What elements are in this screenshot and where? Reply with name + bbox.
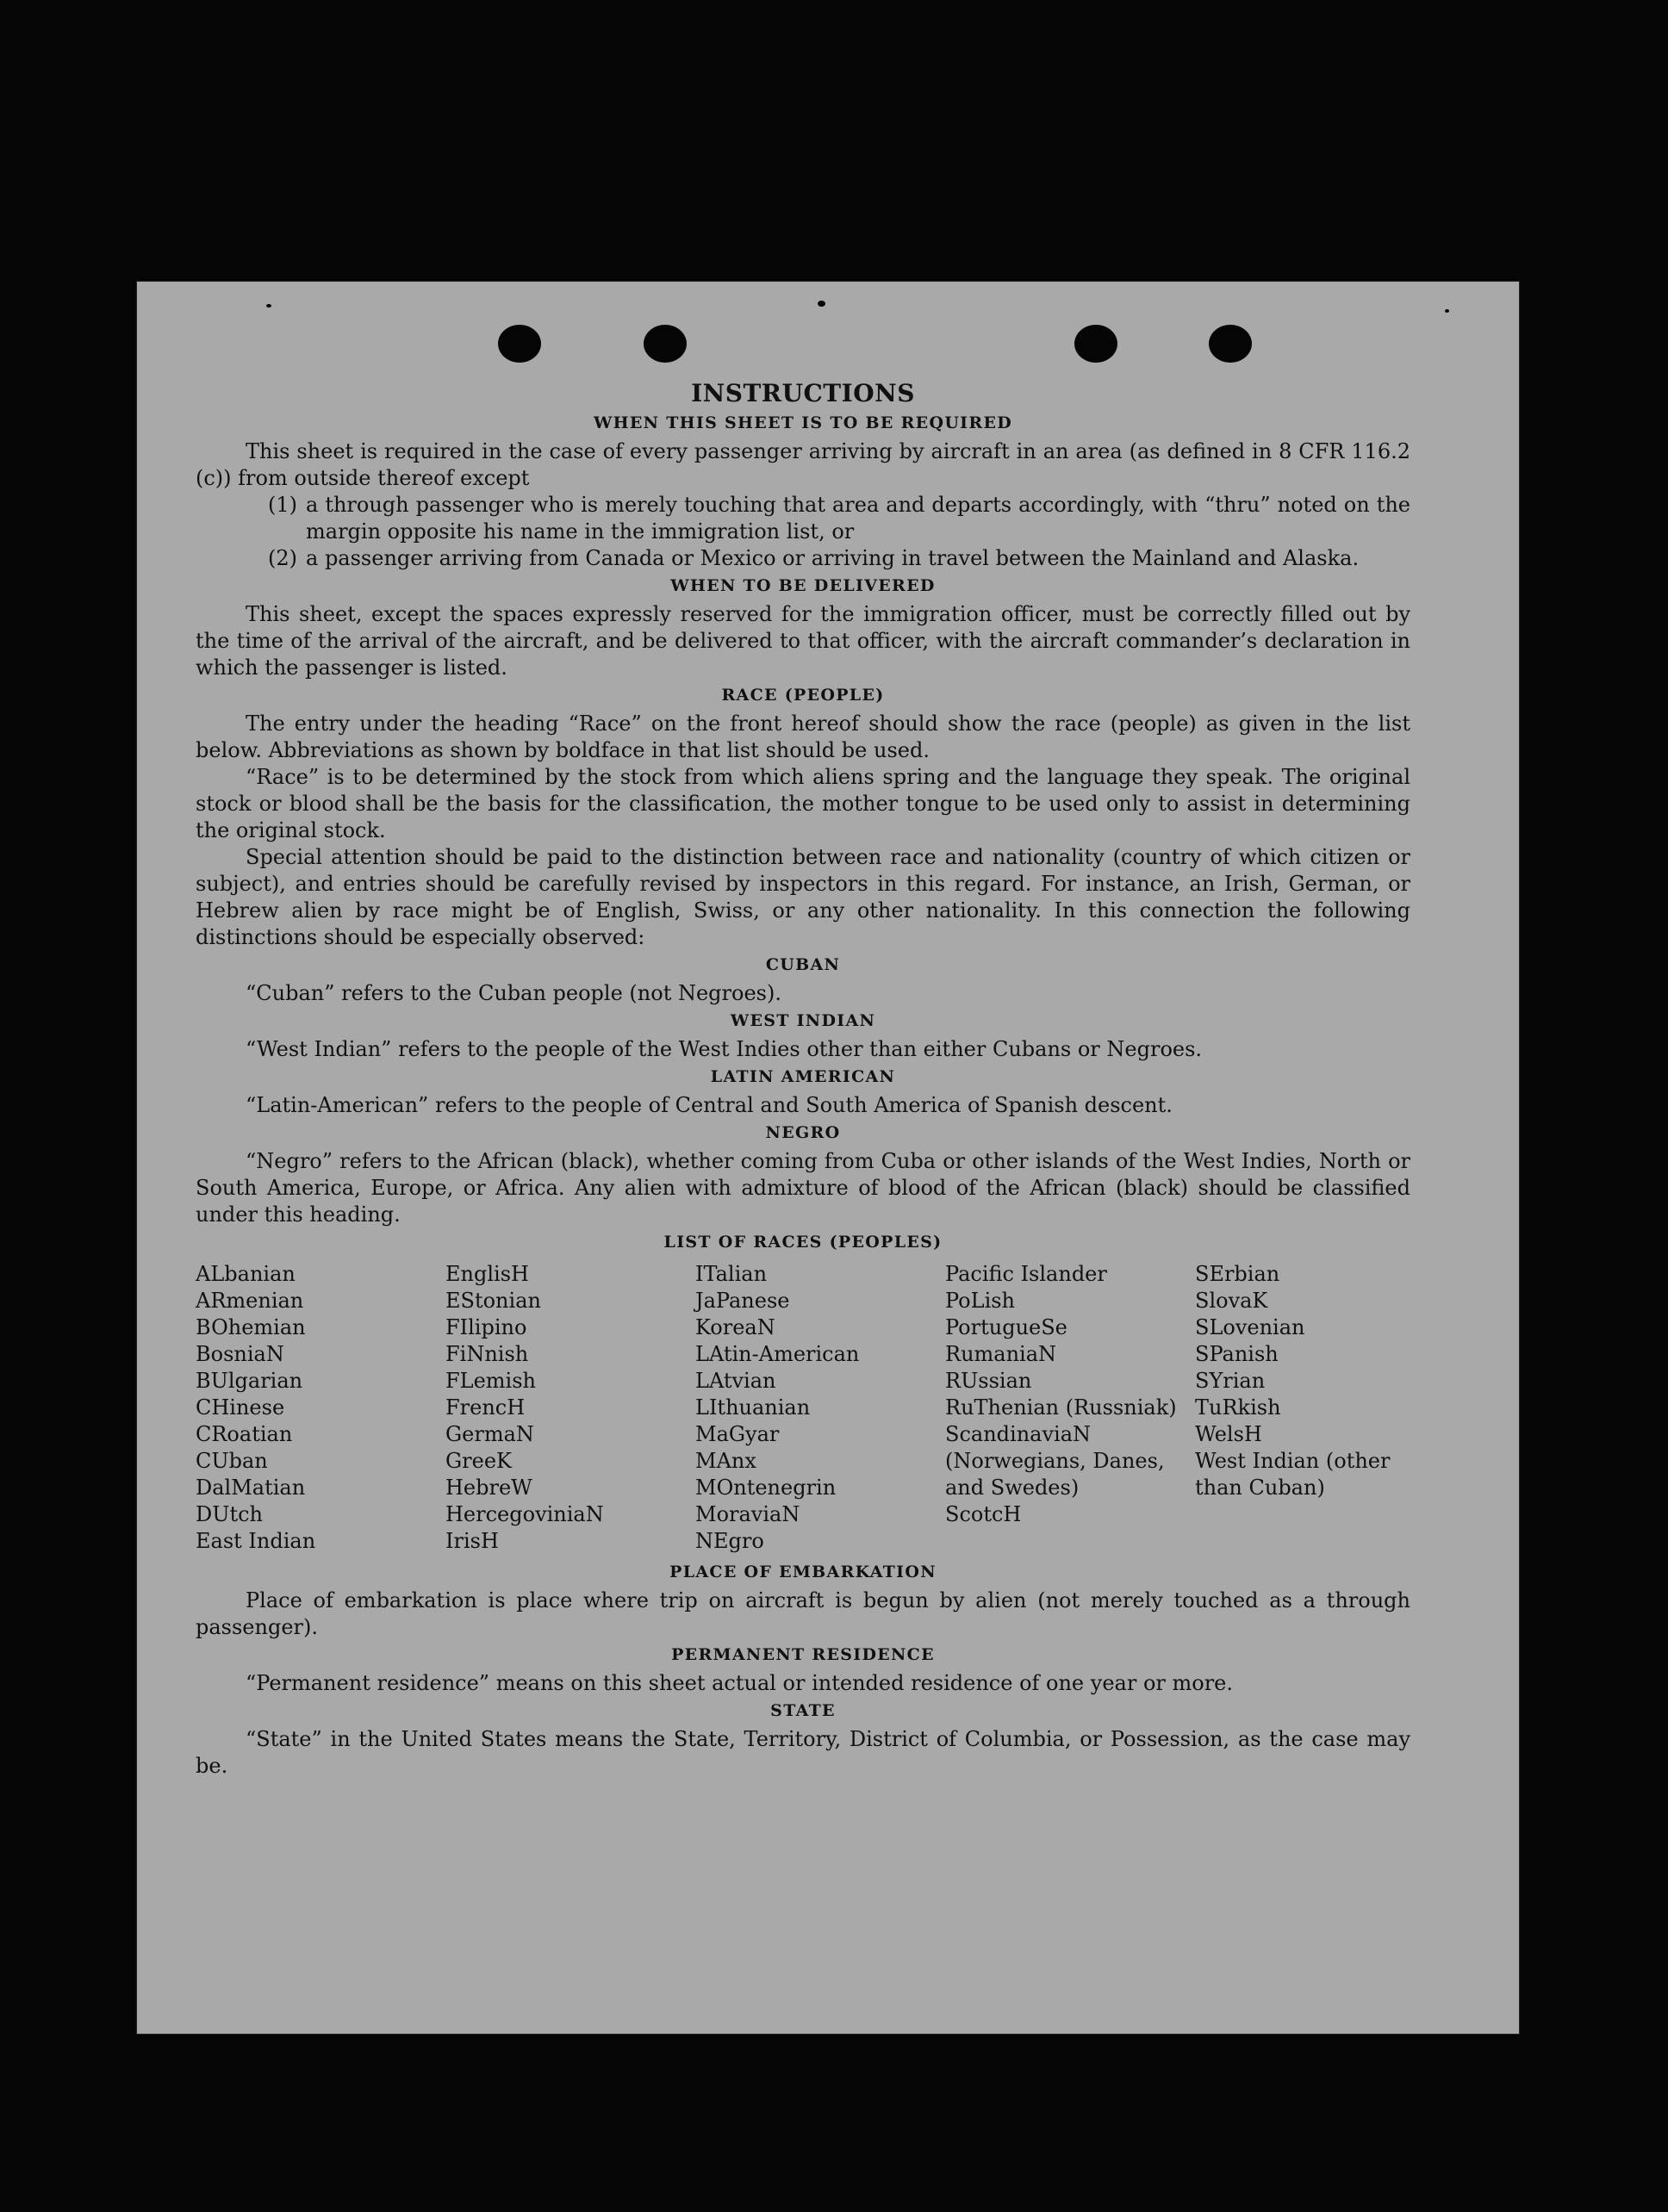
race-entry: FLemish [445,1369,536,1393]
race-column [695,1261,945,1555]
item-number: (2) [268,546,297,570]
paragraph: “West Indian” refers to the people of the West Indies other than either Cubans or Negroes. [246,1037,1203,1061]
paragraph: Special attention should be paid to the distinction between race and nationality (country of which citizen or subject), and entries should be carefully revised by inspectors in this regard. For instance, an Irish, German, or Hebrew alien by race might be of English, Swiss, or any other nationality. In this connection the following distinctions should be especially observed: [196,845,1410,949]
section-heading: RACE (PEOPLE) [721,686,885,705]
race-entry: ALbanian [196,1262,296,1286]
race-entry: BosniaN [196,1342,284,1366]
race-entry: SErbian [1195,1262,1280,1286]
race-entry: MOntenegrin [695,1476,837,1500]
section-heading: LATIN AMERICAN [710,1067,896,1086]
section-heading: PERMANENT RESIDENCE [671,1645,935,1664]
race-entry: DUtch [196,1502,264,1526]
item-number: (1) [268,493,297,517]
list-item [196,492,1410,545]
paragraph: This sheet is required in the case of every passenger arriving by aircraft in an area (as defined in 8 CFR 116.2 (c)) from outside thereof except [196,439,1410,490]
race-entry: RUssian [945,1369,1032,1393]
paragraph: “Race” is to be determined by the stock from which aliens spring and the language they speak. The original stock or blood shall be the basis for the classification, the mother tongue to be used only to assist in determining the original stock. [196,765,1410,842]
race-entry: ScandinaviaN (Norwegians, Danes, and Swedes) [945,1422,1165,1500]
race-entry: KoreaN [695,1315,775,1339]
race-entry: East Indian [196,1529,316,1553]
race-entry: FIlipino [445,1315,527,1339]
race-entry: MoraviaN [695,1502,800,1526]
section-heading: LIST OF RACES (PEOPLES) [663,1233,943,1252]
race-entry: ITalian [695,1262,768,1286]
document-body [196,378,1410,1780]
race-entry: ScotcH [945,1502,1022,1526]
race-entry: SlovaK [1195,1289,1268,1313]
race-entry: FiNnish [445,1342,529,1366]
item-text: a passenger arriving from Canada or Mexico or arriving in travel between the Mainland and Alaska. [306,546,1360,570]
race-entry: FrencH [445,1395,526,1420]
race-entry: SPanish [1195,1342,1279,1366]
paragraph: “State” in the United States means the State, Territory, District of Columbia, or Possession, as the case may be. [196,1727,1410,1778]
race-entry: IrisH [445,1529,499,1553]
race-entry: PortugueSe [945,1315,1067,1339]
race-entry: ARmenian [196,1289,304,1313]
race-entry: LAtvian [695,1369,776,1393]
section-heading: CUBAN [765,955,841,974]
race-entry: DalMatian [196,1476,306,1500]
paragraph: The entry under the heading “Race” on the front hereof should show the race (people) as given in the list below. Abbreviations as shown by boldface in that list should be used. [196,711,1410,762]
race-entry: EnglisH [445,1262,529,1286]
race-entry: HebreW [445,1476,532,1500]
list-item [196,545,1410,572]
paragraph: “Permanent residence” means on this sheet actual or intended residence of one year or more. [246,1671,1233,1695]
exception-list [196,492,1410,572]
section-heading: WEST INDIAN [730,1011,876,1030]
section-heading: STATE [770,1701,836,1720]
race-entry: BOhemian [196,1315,306,1339]
paragraph: “Cuban” refers to the Cuban people (not Negroes). [246,981,781,1005]
race-list [196,1261,1410,1555]
punch-hole [1209,325,1252,363]
race-entry: BUlgarian [196,1369,303,1393]
race-column [196,1261,445,1555]
punch-hole [644,325,687,363]
paragraph: Place of embarkation is place where trip on aircraft is begun by alien (not merely touched as a through passenger). [196,1588,1410,1639]
section-heading: NEGRO [765,1123,841,1142]
race-entry: Pacific Islander [945,1262,1107,1286]
race-entry: SLovenian [1195,1315,1305,1339]
section-heading: WHEN THIS SHEET IS TO BE REQUIRED [593,413,1013,432]
punch-hole [498,325,541,363]
race-entry: SYrian [1195,1369,1266,1393]
race-entry: TuRkish [1195,1395,1281,1420]
paragraph: This sheet, except the spaces expressly reserved for the immigration officer, must be correctly filled out by the time of the arrival of the aircraft, and be delivered to that officer, with the aircraft commander’s declaration in which the passenger is listed. [196,602,1410,680]
race-entry: PoLish [945,1289,1016,1313]
race-entry: CRoatian [196,1422,293,1446]
race-entry: GermaN [445,1422,534,1446]
race-entry: MAnx [695,1449,756,1473]
section-heading: WHEN TO BE DELIVERED [670,576,936,595]
race-entry: GreeK [445,1449,512,1473]
punch-hole [1074,325,1117,363]
race-entry: HercegoviniaN [445,1502,604,1526]
speck [266,304,271,308]
race-entry: CUban [196,1449,268,1473]
page-title: INSTRUCTIONS [691,379,915,407]
race-entry: LAtin-American [695,1342,860,1366]
race-entry: EStonian [445,1289,541,1313]
section-heading: PLACE OF EMBARKATION [669,1563,937,1581]
race-entry: NEgro [695,1529,764,1553]
race-entry: JaPanese [695,1289,790,1313]
race-column [445,1261,695,1555]
paragraph: “Negro” refers to the African (black), whether coming from Cuba or other islands of the West Indies, North or South America, Europe, or Africa. Any alien with admixture of blood of the African (black) should be classified under this heading. [196,1149,1410,1227]
race-column [945,1261,1195,1555]
race-entry: West Indian (other than Cuban) [1195,1449,1391,1500]
instruction-sheet [137,282,1519,2034]
race-entry: LIthuanian [695,1395,811,1420]
paragraph: “Latin-American” refers to the people of Central and South America of Spanish descent. [246,1093,1173,1117]
item-text: a through passenger who is merely touching that area and departs accordingly, with “thru” noted on the margin opposite his name in the immigration list, or [306,493,1410,544]
race-entry: RumaniaN [945,1342,1057,1366]
race-entry: MaGyar [695,1422,780,1446]
speck [818,301,825,307]
race-column [1195,1261,1410,1555]
race-entry: RuThenian (Russniak) [945,1395,1177,1420]
speck [1445,309,1449,313]
race-entry: WelsH [1195,1422,1262,1446]
race-entry: CHinese [196,1395,285,1420]
